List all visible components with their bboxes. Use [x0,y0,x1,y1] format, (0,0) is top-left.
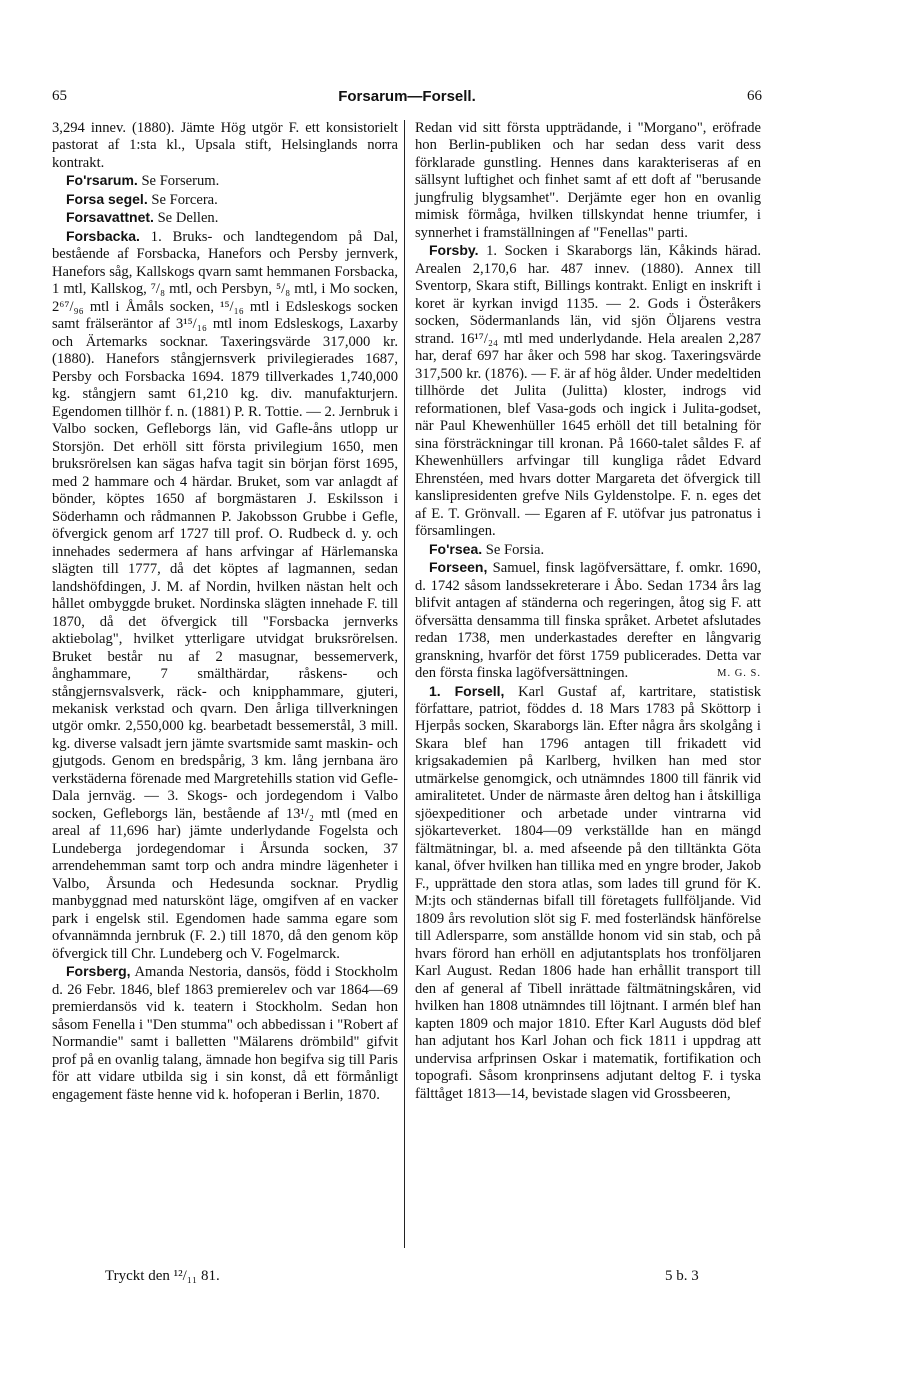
headword: 1. Forsell, [429,682,505,699]
entry-forsbacka: Forsbacka. 1. Bruks- och landtegendom på Dal, bestående af Forsbacka, Hanefors och Persby jernverk, Hanefors såg, Kallskogs qvarn samt hemmanen Forsbacka, 1 mtl, Kallskog, ⁷/₈ mtl, och Persbyn, ⁵/₈ mtl, i Mo socken, 2⁶⁷/₉₆ mtl i Åmåls socken, ¹⁵/₁₆ mtl i Edsleskogs socken samt frälseräntor af 3¹⁵/₁₆ mtl inom Edsleskogs, Laxarby och Ärtemarks socknar. Taxeringsvärde 317,000 kr. (1880). Hanefors stångjernsverk privilegierades 1687, Persby och Forsbacka 1694. 1879 tillverkades 1,740,000 kg. stångjern samt 61,210 kg. div. manufakturjern. Egendomen tillhör f. n. (1881) P. R. Tottie. — 2. Jernbruk i Valbo socken, Gefleborgs län, vid Gafle-åns utlopp ur Storsjön. Det erhöll sitt första privilegium 1650, men bruksrörelsen kan sägas hafva tagit sin början först 1695, med 2 hammare och 4 härdar. Bruket, som var anlagdt af bönder, köptes 1650 af borgmästaren J. Eskilsson i Söderhamn och rådmannen P. Jakobsson Grubbe i Gefle, öfvergick genom arf 1727 till prof. O. Rudbeck d. y. och innehades sedermera af hans arfvingar af Härlemanska slägten till 1777, då det köptes af lagmannen, sedan landshöfdingen, J. M. af Nordin, hvilken nästan helt och hållet ombyggde bruket. Nordinska slägten innehade F. till 1870, då det öfvergick till "Forsbacka jernverks aktiebolag", hvilket ytterligare utvidgat bruksrörelsen. Bruket består nu af 2 masugnar, bessemerverk, ånghammare, 7 smälthärdar, råskens- och stångjernsvalsverk, räck- och knipphammare, gjuteri, mekanisk verkstad och qvarn. Den årliga tillverkningen utgör omkr. 2,550,000 kg. bearbetadt bessemerstål, 3 mill. kg. diverse valsadt jern jämte svartsmide samt maskin- och gjutgods. Genom en bredspårig, 3 km. lång jernbana äro verkstäderna förenade med Margretehills station vid Gefle-Dala jernväg. — 3. Skogs- och jordegendom i Valbo socken, Gefleborgs län, bestående af 13¹/₂ mtl (med en areal af 11,696 har) jämte underlydande Fogelsta och Lundeberga jordegendomar i Årsunda socken, 37 arrendehemman samt torp och andra mindre lägenheter i Valbo, Årsunda och Hedesunda socknar. Prydlig manbyggnad med naturskönt läge, omgifven af en vacker park i engelsk stil. Egendomen hade samma egare som ofvannämnda jernbruk (F. 2.) till 1870, då den genom köp öfvergick till Chr. Lundeberg och V. Fogelmarck. [52,227,398,962]
entry-forsa-segel: Forsa segel. Se Forcera. [66,190,218,208]
entry-forsarum: Fo'rsarum. Se Forserum. [66,172,220,190]
entry-continuation: Redan vid sitt första uppträdande, i "Morgano", eröfrade hon Berlin-publiken och har sedan dess varit dess förklarade gunstling. Hennes dans karakteriseras af en sällsynt luftighet och finhet samt af ett doft af "berusande jungfrulig blygsamhet". Derjämte eger hon en ovanlig mimisk förmåga, hvilken tillskyndat henne triumfer, i synnerhet i framställningen af "Fenellas" parti. [415,120,761,241]
page-number-right: 66 [747,88,762,104]
entry-forsberg: Forsberg, Amanda Nestoria, dansös, född i Stockholm d. 26 Febr. 1846, blef 1863 premierelev och var 1864—69 premierdansös vid k. teatern i Stockholm. Sedan hon såsom Fenella i "Den stumma" och abbedissan i "Robert af Normandie" samt i balletten "Mälarens drömbild" gifvit prof på en ovanlig talang, ämnade hon begifva sig till Paris för att vidare utbilda sig i sin konst, då ett förmånligt engagement fäste henne vid k. hofoperan i Berlin, 1870. [52,963,398,1103]
headword: Forsby. [429,242,479,259]
page-number-left: 65 [52,88,67,104]
entry-forsby: Forsby. 1. Socken i Skaraborgs län, Kåkinds härad. Arealen 2,170,6 har. 487 innev. (1880). Annex till Sventorp, Skara stift, Billings kontrakt. Enligt en inskrift i koret är kyrkan invigd 1135. — 2. Gods i Österåkers socken, Södermanlands län, vid sjön Öljarens vestra strand. 16¹⁷/₂₄ mtl med underlydande. Hela arealen 2,287 har, deraf 697 har åker och 598 har skog. Taxeringsvärde 317,500 kr. (1876). — F. är af hög ålder. Under medeltiden tillhörde det Julita (Julitta) kloster, indrogs vid reformationen, blef Vasa-gods och ingick i Julita-godset, när Paul Khewenhüller 1645 erhöll det till betalning för sina försträckningar till kronan. På 1660-talet såldes F. af Khewenhüllers arfvingar till kungliga rådet Edvard Ehrenstéen, med hvars dotter Margareta det öfvergick till kanslipresidenten grefve Nils Gyldenstolpe. F. n. eges det af E. T. Grönvall. — Egaren af F. utöfvar jus patronatus i församlingen. [415,242,761,540]
headword: Forsbacka. [66,227,140,244]
printer-note: Tryckt den ¹²/₁₁ 81. [105,1268,220,1284]
author-signature: M. G. S. [717,668,761,680]
headword: Forsberg, [66,963,131,980]
page-header [52,88,762,112]
headword: Forsavattnet. [66,209,154,226]
running-title: Forsarum—Forsell. [338,88,476,105]
headword: Fo'rsarum. [66,172,138,189]
headword: Forseen, [429,559,488,576]
headword: Forsa segel. [66,190,148,207]
right-column [415,120,761,1103]
entry-forseen: Forseen, Samuel, finsk lagöfversättare, f. omkr. 1690, d. 1742 såsom landssekreterare i Åbo. Sedan 1734 års lag blifvit antagen af ständerna och regeringen, åtog sig F. att öfversätta densamma till finska språket. Arbetet afslutades redan 1738, men underkastades derefter en långvarig granskning, hvarför det först 1759 publicerades. Detta var den första finska lagöfversättningen. M. G. S. [415,559,761,682]
entry-continuation: 3,294 innev. (1880). Jämte Hög utgör F. ett konsistorielt pastorat af 1:sta kl., Upsala stift, Helsinglands norra kontrakt. [52,120,398,171]
entry-forsell: 1. Forsell, Karl Gustaf af, kartritare, statistisk författare, patriot, föddes d. 18 Mars 1783 på Sköttorp i Hjerpås socken, Skaraborgs län. Efter några års skolgång i Skara blef han 1796 antagen till frikadett vid krigsakademien på Karlberg, hvilken han med stor utmärkelse genomgick, och utnämndes 1800 till fänrik vid amiralitetet. Under de närmaste åren deltog han i åtskilliga sjöexpeditioner och arbetade under vintrarna vid sjökarteverket. 1804—09 verkställde han en mängd fältmätningar, bl. a. med afseende på den tilltänkta Göta kanal, öfver hvilken han tillika med en yngre broder, Jakob F., upprättade den stora atlas, som lades till grund för K. M:jts och ständernas bifall till företagets fullföljande. Vid 1809 års revolution slöt sig F. med fosterländsk hänförelse till Adlersparre, som anställde honom vid sin stab, och på hvars förord han erhöll en adjutantsplats hos tronföljaren Karl August. Redan 1806 hade han erhållit transport till den af general af Tibell inrättade fältmätningskåren, vid hvilken han 1808 utnämndes till löjtnant. I armén blef han kapten 1809 och major 1810. Efter Karl Augusts död blef han adjutant hos Karl Johan och fick 1811 i uppdrag att undervisa arfprinsen Oskar i matematik, fortifikation och topografi. Såsom kronprinsens adjutant deltog F. i tyska fälttåget 1813—14, bevistade slagen vid Grossbeeren, [415,682,761,1102]
column-divider [404,120,405,1248]
sheet-signature: 5 b. 3 [665,1268,699,1284]
entry-forsea: Fo'rsea. Se Forsia. [429,540,545,558]
headword: Fo'rsea. [429,540,483,557]
entry-forsavattnet: Forsavattnet. Se Dellen. [66,209,219,227]
left-column [52,120,398,1104]
